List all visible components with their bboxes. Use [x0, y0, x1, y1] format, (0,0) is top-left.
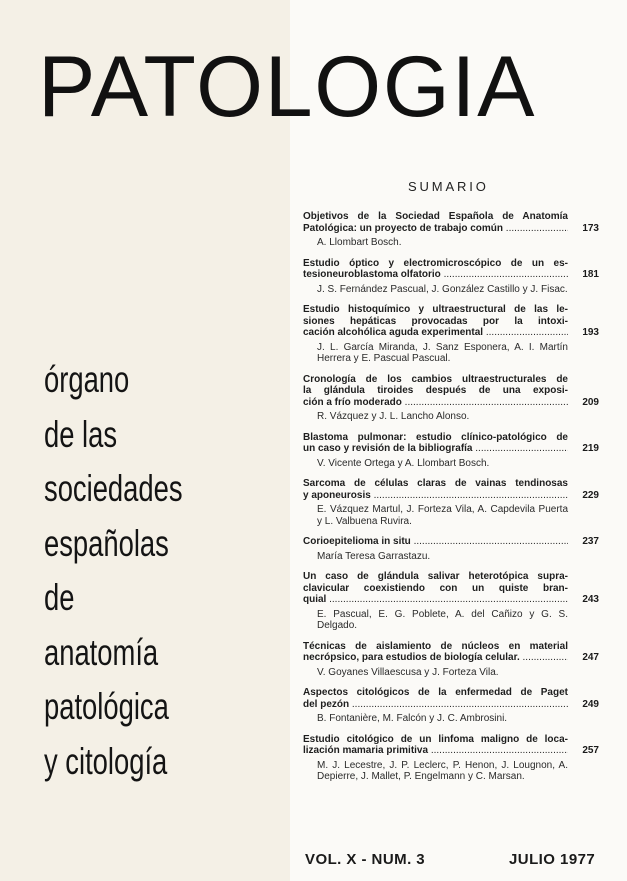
page-number: 173	[582, 222, 599, 234]
contents-entry	[303, 687, 599, 725]
page-number: 229	[582, 489, 599, 501]
article-title-last-line: y aponeurosis .....	[303, 490, 568, 502]
tagline-line: sociedades	[44, 468, 183, 509]
table-of-contents	[303, 211, 599, 792]
page-number: 181	[582, 269, 599, 280]
article-authors: R. Vázquez y J. L. Lancho Alonso.	[317, 411, 470, 422]
page-number: 257	[582, 745, 599, 756]
article-authors: M. J. Lecestre, J. P. Leclerc, P. Henon, J. Lougnon, A. Depierre, J. Mallet, P. Engelmann y C. Marsan.	[317, 759, 568, 782]
article-title-line: Un caso de glándula salivar heterotópica supra-	[303, 571, 568, 582]
article-title-line: Cronología de los cambios ultraestructurales de	[303, 373, 568, 385]
article-authors: V. Goyanes Villaescusa y J. Forteza Vila.	[317, 666, 499, 678]
article-title-line: Técnicas de aislamiento de núcleos en material	[303, 640, 568, 652]
article-title-line: Estudio óptico y electromicroscópico de un es-	[303, 257, 568, 269]
article-title-last-line: quial .....	[303, 594, 568, 606]
contents-entry	[303, 258, 599, 296]
page-number: 243	[582, 594, 599, 605]
article-title-last-line: Patológica: un proyecto de trabajo común .....	[303, 223, 568, 235]
tagline-line: de	[44, 577, 75, 618]
tagline-line: y citología	[44, 740, 168, 782]
page-number: 249	[582, 698, 599, 710]
article-title-line: siones hepáticas provocadas por la intoxi-	[303, 315, 568, 327]
article-authors: B. Fontanière, M. Falcón y J. C. Ambrosini.	[317, 713, 508, 724]
article-authors: J. S. Fernández Pascual, J. González Castillo y J. Fisac.	[317, 283, 568, 295]
journal-title: PATOLOGIA	[38, 39, 537, 135]
tagline-line: anatomía	[44, 631, 159, 673]
article-title	[303, 432, 568, 455]
article-title-last-line: un caso y revisión de la bibliografía .....	[303, 443, 568, 455]
article-authors: J. L. García Miranda, J. Sanz Esponera, A. I. Martín Herrera y E. Pascual Pascual.	[317, 341, 568, 364]
contents-entry	[303, 478, 599, 527]
tagline-line: españolas	[44, 522, 169, 564]
article-title	[303, 641, 568, 664]
volume-number: VOL. X - NUM. 3	[305, 851, 426, 868]
contents-entry	[303, 536, 599, 562]
contents-entry	[303, 211, 599, 249]
page-number: 219	[582, 443, 599, 454]
article-title-line: Estudio histoquímico y ultraestructural de las le-	[303, 304, 568, 315]
article-title	[303, 536, 568, 548]
article-title-line: Estudio citológico de un linfoma maligno de loca-	[303, 733, 568, 745]
article-authors: María Teresa Garrastazu.	[317, 550, 431, 562]
article-title	[303, 734, 568, 757]
issue-date: JULIO 1977	[509, 851, 596, 868]
tagline-line: de las	[44, 413, 118, 455]
article-title-last-line: necrópsico, para estudios de biología celular. .....	[303, 652, 568, 664]
article-title-line: la glándula tiroides después de una exposi-	[303, 385, 568, 396]
tagline-line: órgano	[44, 359, 130, 400]
contents-heading: SUMARIO	[408, 179, 489, 194]
article-title-last-line: tesioneuroblastoma olfatorio .....	[303, 269, 568, 281]
page-number: 247	[582, 652, 599, 663]
contents-entry	[303, 641, 599, 679]
article-title	[303, 374, 568, 409]
article-title-line: Blastoma pulmonar: estudio clínico-patológico de	[303, 431, 568, 443]
article-title-last-line: lización mamaria primitiva .....	[303, 745, 568, 757]
article-title-last-line: ción a frío moderado .....	[303, 397, 568, 409]
contents-entry	[303, 432, 599, 470]
article-title-last-line: Corioepitelioma in situ .....	[303, 536, 568, 548]
article-title-line: Sarcoma de células claras de vainas tendinosas	[303, 478, 568, 489]
contents-entry	[303, 374, 599, 423]
tagline	[44, 353, 222, 789]
article-authors: A. Llombart Bosch.	[317, 237, 402, 248]
article-title-line: Aspectos citológicos de la enfermedad de Paget	[303, 687, 568, 698]
contents-entry	[303, 304, 599, 365]
article-title-line: Objetivos de la Sociedad Española de Anatomía	[303, 211, 568, 222]
page-number: 193	[582, 327, 599, 338]
article-title	[303, 687, 568, 710]
contents-entry	[303, 571, 599, 632]
article-title-last-line: cación alcohólica aguda experimental .....	[303, 327, 568, 339]
article-authors: E. Vázquez Martul, J. Forteza Vila, A. Capdevila Puerta y L. Valbuena Ruvira.	[317, 504, 568, 527]
article-title	[303, 571, 568, 606]
article-title	[303, 304, 568, 339]
tagline-line: patológica	[44, 686, 169, 727]
article-title-last-line: del pezón .....	[303, 699, 568, 711]
article-title	[303, 478, 568, 501]
article-title-line: clavicular coexistiendo con un quiste bran-	[303, 582, 568, 594]
article-title	[303, 258, 568, 281]
contents-entry	[303, 734, 599, 783]
article-title	[303, 211, 568, 234]
article-authors: E. Pascual, E. G. Poblete, A. del Cañizo y G. S. Delgado.	[317, 608, 568, 631]
article-authors: V. Vicente Ortega y A. Llombart Bosch.	[317, 457, 490, 469]
page-number: 237	[582, 536, 599, 547]
page-number: 209	[582, 396, 599, 408]
